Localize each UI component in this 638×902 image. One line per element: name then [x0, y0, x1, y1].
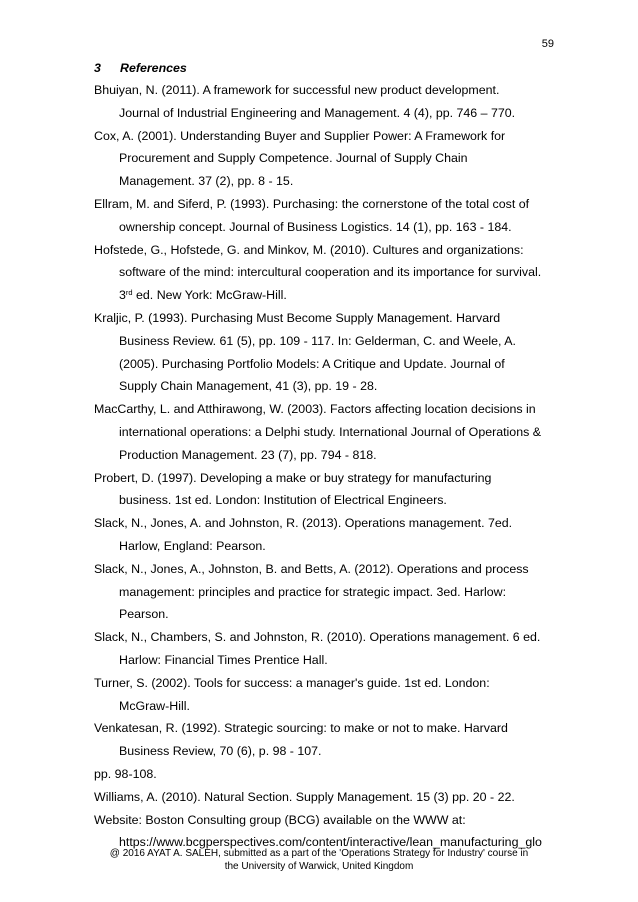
reference-line: Slack, N., Chambers, S. and Johnston, R. (2010). Operations management. 6 ed.	[94, 630, 541, 645]
reference-line: Harlow, England: Pearson.	[119, 538, 266, 553]
reference-line: Harlow: Financial Times Prentice Hall.	[119, 652, 328, 667]
reference-line: Supply Chain Management, 41 (3), pp. 19 - 28.	[119, 379, 378, 394]
reference-list	[94, 79, 564, 854]
page-footer	[60, 848, 578, 873]
reference-bhuiyan-2011	[94, 79, 564, 125]
reference-williams-2010	[94, 786, 564, 809]
reference-line: Ellram, M. and Siferd, P. (1993). Purchasing: the cornerstone of the total cost of	[94, 196, 530, 211]
reference-slack-2013	[94, 512, 564, 558]
reference-line: ownership concept. Journal of Business Logistics. 14 (1), pp. 163 - 184.	[119, 219, 512, 234]
reference-ellram-1993	[94, 193, 564, 239]
reference-maccarthy-2003	[94, 398, 564, 466]
section-number: 3	[94, 61, 101, 75]
reference-line: business. 1st ed. London: Institution of Electrical Engineers.	[119, 493, 447, 508]
reference-line: Business Review. 61 (5), pp. 109 - 117. In: Gelderman, C. and Weele, A.	[119, 333, 516, 348]
section-heading	[94, 61, 187, 75]
edition-rest: ed. New York: McGraw-Hill.	[132, 288, 287, 303]
footer-line-copyright: @ 2016 AYAT A. SALEH, submitted as a part of the 'Operations Strategy for Industry' course in	[109, 848, 529, 859]
edition-suffix: rd	[125, 288, 133, 298]
reference-line: Procurement and Supply Competence. Journal of Supply Chain	[119, 151, 468, 166]
reference-line: Cox, A. (2001). Understanding Buyer and Supplier Power: A Framework for	[94, 128, 506, 143]
reference-line: Bhuiyan, N. (2011). A framework for successful new product development.	[94, 83, 500, 97]
page-number: 59	[541, 38, 554, 50]
reference-line: Slack, N., Jones, A., Johnston, B. and Betts, A. (2012). Operations and process	[94, 561, 529, 576]
footer-line-institution: the University of Warwick, United Kingdom	[224, 860, 414, 872]
reference-slack-2012	[94, 558, 564, 626]
reference-line: international operations: a Delphi study. International Journal of Operations &	[119, 424, 541, 439]
reference-kraljic-1993	[94, 307, 564, 398]
reference-slack-2010	[94, 626, 564, 672]
reference-line: pp. 98-108.	[94, 766, 157, 781]
reference-line: Kraljic, P. (1993). Purchasing Must Become Supply Management. Harvard	[94, 310, 501, 325]
edition-number: 3	[119, 288, 126, 303]
reference-line: MacCarthy, L. and Atthirawong, W. (2003). Factors affecting location decisions in	[94, 402, 536, 417]
reference-line: Production Management. 23 (7), pp. 794 - 818.	[119, 447, 377, 462]
reference-line: Probert, D. (1997). Developing a make or buy strategy for manufacturing	[94, 470, 492, 485]
reference-line: Turner, S. (2002). Tools for success: a manager's guide. 1st ed. London:	[94, 675, 490, 690]
reference-line: software of the mind: intercultural cooperation and its importance for survival.	[119, 265, 542, 280]
reference-line: (2005). Purchasing Portfolio Models: A Critique and Update. Journal of	[119, 356, 505, 371]
section-title: References	[120, 61, 187, 75]
reference-hofstede-2010	[94, 239, 564, 307]
reference-pages-fragment	[94, 763, 564, 786]
reference-line: Website: Boston Consulting group (BCG) available on the WWW at:	[94, 812, 466, 827]
reference-line: McGraw-Hill.	[119, 698, 190, 713]
reference-line: Journal of Industrial Engineering and Management. 4 (4), pp. 746 – 770.	[119, 105, 516, 120]
reference-line: management: principles and practice for strategic impact. 3ed. Harlow:	[119, 584, 507, 599]
reference-line: Venkatesan, R. (1992). Strategic sourcing: to make or not to make. Harvard	[94, 721, 508, 736]
reference-turner-2002	[94, 672, 564, 718]
reference-cox-2001	[94, 125, 564, 193]
reference-line: Hofstede, G., Hofstede, G. and Minkov, M. (2010). Cultures and organizations:	[94, 242, 524, 257]
reference-url: https://www.bcgperspectives.com/content/interactive/lean_manufacturing_glo	[119, 835, 542, 850]
reference-line: Management. 37 (2), pp. 8 - 15.	[119, 174, 294, 189]
reference-line: Slack, N., Jones, A. and Johnston, R. (2013). Operations management. 7ed.	[94, 516, 513, 531]
reference-line: Pearson.	[119, 607, 169, 622]
reference-line: Williams, A. (2010). Natural Section. Supply Management. 15 (3) pp. 20 - 22.	[94, 789, 515, 804]
reference-line	[94, 284, 564, 307]
reference-probert-1997	[94, 467, 564, 513]
reference-line: Business Review, 70 (6), p. 98 - 107.	[119, 744, 322, 759]
reference-venkatesan-1992	[94, 717, 564, 763]
